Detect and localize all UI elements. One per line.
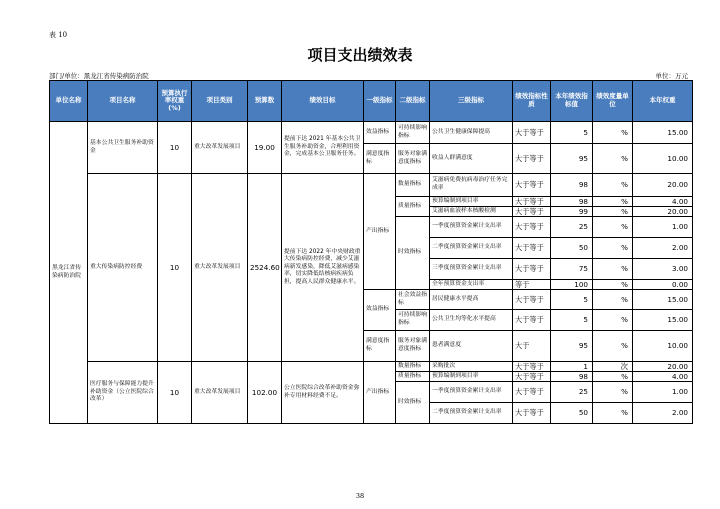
level2-cell: 时效指标	[396, 382, 430, 424]
level1-cell: 满意度指标	[364, 144, 396, 174]
level2-cell: 数量指标	[396, 362, 430, 372]
measure-unit-cell: %	[593, 403, 633, 424]
value-cell: 50	[551, 403, 593, 424]
measure-unit-cell: %	[593, 207, 633, 217]
level1-cell: 效益指标	[364, 122, 396, 144]
performance-table	[49, 80, 693, 424]
nature-cell: 大于等于	[513, 144, 551, 174]
value-cell: 5	[551, 310, 593, 331]
weight-cell: 20.00	[633, 207, 693, 217]
level2-cell: 时效指标	[396, 217, 430, 290]
weight-cell: 1.00	[633, 382, 693, 403]
weight-cell: 15.00	[633, 310, 693, 331]
measure-unit-cell: %	[593, 259, 633, 280]
page-number: 38	[355, 492, 365, 500]
measure-unit-cell: %	[593, 382, 633, 403]
value-cell: 25	[551, 217, 593, 238]
level3-cell: 公共卫生健康保障提高	[430, 122, 513, 144]
value-cell: 98	[551, 174, 593, 197]
value-cell: 98	[551, 372, 593, 382]
exec-weight-cell: 10	[158, 122, 192, 174]
level1-cell: 产出指标	[364, 174, 396, 290]
measure-unit-cell: %	[593, 238, 633, 259]
goal-cell: 公立医院综合改革补助资金弥补专用材料经费不足。	[282, 362, 364, 424]
category-cell: 重大改革发展项目	[192, 362, 248, 424]
nature-cell: 大于等于	[513, 122, 551, 144]
nature-cell: 大于等于	[513, 217, 551, 238]
level1-cell: 产出指标	[364, 362, 396, 424]
level2-cell: 质量指标	[396, 197, 430, 217]
nature-cell: 大于等于	[513, 403, 551, 424]
weight-cell: 15.00	[633, 290, 693, 310]
table-row	[50, 362, 693, 372]
level2-cell: 服务对象满意度指标	[396, 331, 430, 362]
value-cell: 5	[551, 122, 593, 144]
measure-unit-cell: %	[593, 122, 633, 144]
value-cell: 50	[551, 238, 593, 259]
weight-cell: 20.00	[633, 362, 693, 372]
value-cell: 75	[551, 259, 593, 280]
weight-cell: 2.00	[633, 403, 693, 424]
col-header-value: 本年绩效指标值	[551, 81, 593, 122]
level3-cell: 三季度预算资金累计支出率	[430, 259, 513, 280]
value-cell: 100	[551, 280, 593, 290]
budget-cell: 2524.60	[248, 174, 282, 362]
measure-unit-cell: %	[593, 290, 633, 310]
nature-cell: 大于等于	[513, 174, 551, 197]
measure-unit-cell: %	[593, 372, 633, 382]
nature-cell: 大于等于	[513, 310, 551, 331]
col-header-unit: 单位名称	[50, 81, 88, 122]
goal-cell: 提前下达 2022 年中央财政重大传染病防控经费，减少艾滋病新发感染，降低艾滋病感染率，切实降低结核病疾病负担，提高人民群众健康水平。	[282, 174, 364, 362]
measure-unit-cell: %	[593, 197, 633, 207]
measure-unit-cell: %	[593, 217, 633, 238]
level1-cell: 效益指标	[364, 290, 396, 331]
nature-cell: 大于等于	[513, 372, 551, 382]
value-cell: 99	[551, 207, 593, 217]
table-row	[50, 174, 693, 197]
level2-cell: 质量指标	[396, 372, 430, 382]
level3-cell: 预算编制到项目率	[430, 372, 513, 382]
nature-cell: 大于等于	[513, 197, 551, 207]
budget-cell: 102.00	[248, 362, 282, 424]
col-header-exec-weight: 预算执行率权重(%)	[158, 81, 192, 122]
level3-cell: 公共卫生均等化水平提高	[430, 310, 513, 331]
col-header-level1: 一级指标	[364, 81, 396, 122]
weight-cell: 4.00	[633, 197, 693, 207]
level2-cell: 可持续影响指标	[396, 122, 430, 144]
weight-cell: 1.00	[633, 217, 693, 238]
level3-cell: 二季度预算资金累计支出率	[430, 238, 513, 259]
col-header-goal: 绩效目标	[282, 81, 364, 122]
value-cell: 1	[551, 362, 593, 372]
col-header-annual-weight: 本年权重	[633, 81, 693, 122]
measure-unit-cell: %	[593, 310, 633, 331]
col-header-category: 项目类别	[192, 81, 248, 122]
nature-cell: 大于等于	[513, 259, 551, 280]
value-cell: 5	[551, 290, 593, 310]
unit-name-cell: 黑龙江省传染病防治院	[50, 122, 88, 424]
nature-cell: 大于等于	[513, 238, 551, 259]
col-header-measure-unit: 绩效度量单位	[593, 81, 633, 122]
value-cell: 25	[551, 382, 593, 403]
weight-cell: 4.00	[633, 372, 693, 382]
level2-cell: 可持续影响指标	[396, 310, 430, 331]
col-header-level3: 三级指标	[430, 81, 513, 122]
unit-label: 单位：万元	[655, 72, 688, 80]
goal-cell: 提前下达 2021 年基本公共卫生服务补助资金，合理利用资金，完成基本公卫服务任务。	[282, 122, 364, 174]
level3-cell: 艾滋病免费抗病毒治疗任务完成率	[430, 174, 513, 197]
budget-cell: 19.00	[248, 122, 282, 174]
nature-cell: 大于等于	[513, 207, 551, 217]
col-header-level2: 二级指标	[396, 81, 430, 122]
col-header-nature: 绩效指标性质	[513, 81, 551, 122]
measure-unit-cell: %	[593, 144, 633, 174]
weight-cell: 20.00	[633, 174, 693, 197]
project-name-cell: 基本公共卫生服务补助资金	[88, 122, 158, 174]
col-header-project: 项目名称	[88, 81, 158, 122]
value-cell: 95	[551, 331, 593, 362]
measure-unit-cell: 次	[593, 362, 633, 372]
page-title: 项目支出绩效表	[307, 46, 413, 64]
value-cell: 95	[551, 144, 593, 174]
level3-cell: 预算编制到项目率	[430, 197, 513, 207]
weight-cell: 10.00	[633, 144, 693, 174]
nature-cell: 等于	[513, 280, 551, 290]
nature-cell: 大于等于	[513, 362, 551, 372]
project-name-cell: 医疗服务与保障能力提升补助资金（公立医院综合改革）	[88, 362, 158, 424]
level2-cell: 服务对象满意度指标	[396, 144, 430, 174]
department-label: 部门/单位：黑龙江省传染病防治院	[49, 72, 149, 80]
weight-cell: 15.00	[633, 122, 693, 144]
value-cell: 98	[551, 197, 593, 207]
category-cell: 重大改革发展项目	[192, 174, 248, 362]
measure-unit-cell: %	[593, 331, 633, 362]
level1-cell: 满意度指标	[364, 331, 396, 362]
weight-cell: 10.00	[633, 331, 693, 362]
level3-cell: 收益人群满意度	[430, 144, 513, 174]
level3-cell: 全年预算资金支出率	[430, 280, 513, 290]
col-header-budget: 预算数	[248, 81, 282, 122]
weight-cell: 2.00	[633, 238, 693, 259]
table-number: 表 10	[49, 31, 68, 39]
nature-cell: 大于	[513, 331, 551, 362]
level3-cell: 居民健康水平提高	[430, 290, 513, 310]
nature-cell: 大于等于	[513, 290, 551, 310]
level3-cell: 艾滋病血液样本核酸检测	[430, 207, 513, 217]
level2-cell: 数量指标	[396, 174, 430, 197]
level3-cell: 二季度预算资金累计支出率	[430, 403, 513, 424]
table-row	[50, 122, 693, 144]
level3-cell: 一季度预算资金累计支出率	[430, 382, 513, 403]
level3-cell: 采购批次	[430, 362, 513, 372]
level3-cell: 患者满意度	[430, 331, 513, 362]
exec-weight-cell: 10	[158, 362, 192, 424]
nature-cell: 大于等于	[513, 382, 551, 403]
level2-cell: 社会效益指标	[396, 290, 430, 310]
weight-cell: 3.00	[633, 259, 693, 280]
category-cell: 重大改革发展项目	[192, 122, 248, 174]
weight-cell: 0.00	[633, 280, 693, 290]
project-name-cell: 重大传染病防控经费	[88, 174, 158, 362]
exec-weight-cell: 10	[158, 174, 192, 362]
measure-unit-cell: %	[593, 174, 633, 197]
table-header-row	[50, 81, 693, 122]
level3-cell: 一季度预算资金累计支出率	[430, 217, 513, 238]
measure-unit-cell: %	[593, 280, 633, 290]
